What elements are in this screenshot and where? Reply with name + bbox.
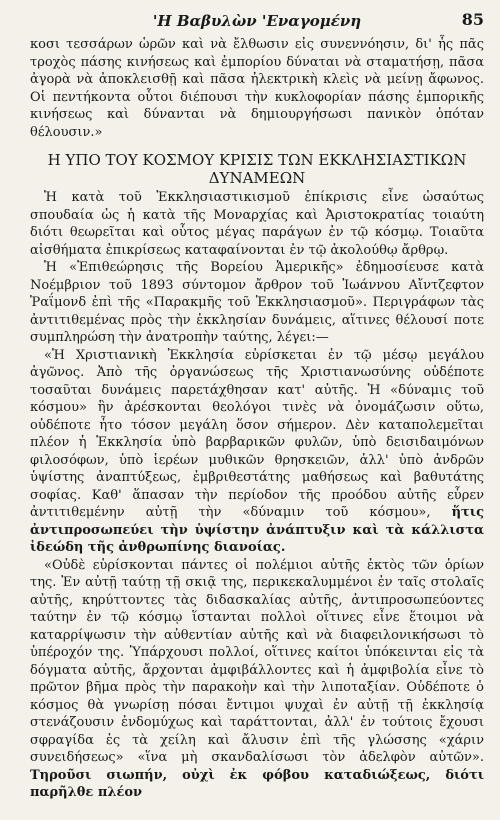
paragraph-review-article: Ἡ «Ἐπιθεώρησις τῆς Βορείου Ἀμερικῆς» ἐδημοσίευσε κατὰ Νοέμβριον τοῦ 1893 σύντομον ἄρθρον τοῦ Ἰωάννου Αἴντζεφτον Ῥαΐμονδ ἐπὶ τῆς «Παρακμῆς τοῦ Ἐκκλησιασμοῦ». Περιγράφων τὰς ἀντιτιθεμένας πρὸς τὴν ἐκκλησίαν δυνάμεις, αἵτινες θέλουσί ποτε συμπληρώση τὴν ἀνατροπὴν ταύτης, λέγει:—: [30, 260, 484, 345]
page-header: [30, 10, 484, 36]
body-text: [30, 36, 484, 802]
continued-paragraph: κοσι τεσσάρων ὡρῶν καὶ νὰ ἔλθωσιν εἰς συνεννόησιν, δι' ἧς πᾶς τροχὸς πάσης κινήσεως καὶ ἐμπορίου δύναται νὰ σταματήσῃ, πᾶσα ἀγορὰ νὰ ἀποκλεισθῇ καὶ πᾶσα ἠλεκτρικὴ κλεὶς νὰ μείνῃ ἄφωνος. Οἱ πεντήκοντα οὗτοι διέπουσι τὴν κυκλοφορίαν πάσης ἐμπορικῆς κινήσεως καὶ δύνανται νὰ δημιουργήσωσι πανικὸν ὁπόταν θέλουσιν.»: [30, 37, 484, 140]
quotation-1-text: «Ἡ Χριστιανικὴ Ἐκκλησία εὑρίσκεται ἐν τῷ μέσῳ μεγάλου ἀγῶνος. Ἀπὸ τῆς ὀργανώσεως τῆς Χριστιανωσύνης οὐδέποτε τοσαῦται δυνάμεις παρετάχθησαν κατ' αὐτῆς. Ἡ «δύναμις τοῦ κόσμου» ἣν ἀρέσκονται θεολόγοι τινὲς νὰ ὀνομάζωσιν οὕτω, οὐδέποτε ἦτο τόσον μεγάλη ὅσον σήμερον. Δὲν καταπολεμεῖται πλέον ἡ Ἐκκλησία ὑπὸ βαρβαρικῶν φυλῶν, ὑπὸ δεισιδαιμόνων φιλοσόφων, ὑπὸ ἱερέων μυθικῶν θρησκειῶν, ἀλλ' ὑπὸ ἀνδρῶν ὑψίστης ἀναπτύξεως, ἐμβριθεστάτης μαθήσεως καὶ βαθυτάτης σοφίας. Καθ' ἅπασαν τὴν περίοδον τῆς προόδου αὐτῆς εὗρεν ἀντιτιθεμένην αὐτῇ τὴν «δύναμιν τοῦ κόσμου»,: [30, 347, 484, 520]
quotation-paragraph-1: [30, 347, 484, 557]
paragraph-criticism: Ἡ κατὰ τοῦ Ἐκκλησιαστικισμοῦ ἐπίκρισις εἶνε ὡσαύτως σπουδαία ὡς ἡ κατὰ τῆς Μοναρχίας καὶ Ἀριστοκρατίας τοιαύτη διότι θεωρεῖται καὶ οὗτος μέγας παράγων ἐν τῷ κόσμῳ. Τοιαῦτα αἰσθήματα ἐπικρίσεως καταφαίνονται ἐν τῷ ἀκολούθῳ ἄρθρῳ.: [30, 190, 484, 258]
section-heading: Η ΥΠΟ ΤΟΥ ΚΟΣΜΟΥ ΚΡΙΣΙΣ ΤΩΝ ΕΚΚΛΗΣΙΑΣΤΙΚΩΝ ΔΥΝΑΜΕΩΝ: [47, 151, 467, 187]
quotation-1-emphasis: ἥτις ἀντιπροσωπεύει τὴν ὑψίστην ἀνάπτυξιν καὶ τὰ κάλλιστα ἰδεώδη τῆς ἀνθρωπίνης διανοίας.: [30, 505, 484, 555]
running-title: 'Η Βαβυλὼν 'Εναγομένη: [152, 12, 362, 30]
quotation-paragraph-2: [30, 557, 484, 802]
quotation-2-text: «Οὐδὲ εὑρίσκονται πάντες οἱ πολέμιοι αὐτῆς ἐκτὸς τῶν ὁρίων της. Ἐν αὐτῇ ταύτῃ τῇ σκιᾷ της, περικεκαλυμμένοι ἐν ταῖς στολαῖς αὐτῆς, κηρύττοντες τὰς διδασκαλίας αὐτῆς, ἀντιπροσωπεύοντες ταύτην ἐν τῷ κόσμῳ ἵστανται πολλοὶ οἵτινες εἶνε ἕτοιμοι νὰ καταρρίψωσιν τὴν αὐθεντίαν αὐτῆς καὶ νὰ διαφειλονικήσωσι τὸ ὑπέροχόν της. Ὑπάρχουσι πολλοί, οἵτινες καίτοι ὑπόκεινται εἰς τὰ δόγματα αὐτῆς, ἄρχονται ἀμφιβάλλοντες καὶ ἡ ἀμφιβολία εἶνε τὸ πρῶτον βῆμα πρὸς τὴν παρακοὴν καὶ τὴν λιποταξίαν. Οὐδέποτε ὁ κόσμος θὰ γνωρίσῃ πόσαι ἔντιμοι ψυχαὶ ἐν αὐτῇ τῇ ἐκκλησίᾳ στενάζουσιν ἐνδομύχως καὶ ταράττονται, ἀλλ' ἐν τούτοις ἔχουσι σφραγίδα ἐς τὰ χείλη καὶ ἄλυσιν ἐπὶ τῆς γλώσσης «χάριν συνειδήσεως» «ἵνα μὴ σκανδαλίσωσι τὸν ἀδελφὸν αὐτῶν».: [30, 557, 484, 765]
page-number: 85: [461, 10, 484, 29]
quotation-2-emphasis: Τηροῦσι σιωπήν, οὐχὶ ἐκ φόβου καταδιώξεως, διότι παρῆλθε πλέον: [30, 767, 484, 800]
